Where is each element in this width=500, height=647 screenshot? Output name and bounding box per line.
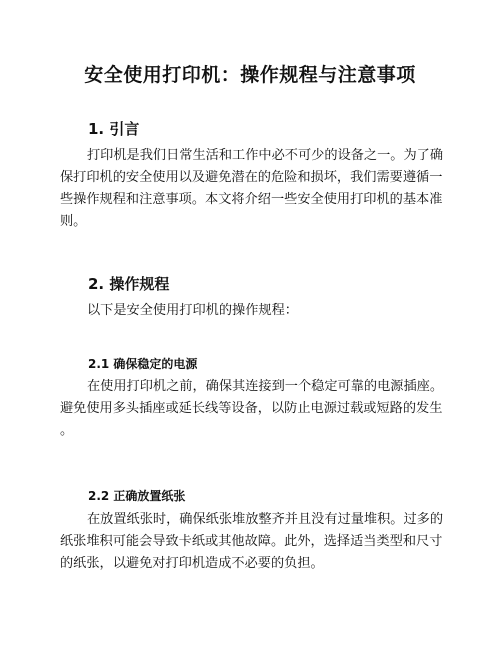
paragraph-line: 。 (60, 423, 74, 438)
paragraph-line: 些操作规程和注意事项。本文将介绍一些安全使用打印机的基本准 (60, 192, 443, 207)
paragraph-line: 打印机是我们日常生活和工作中必不可少的设备之一。为了确 (87, 148, 444, 163)
paragraph-line: 的纸张，以避免对打印机造成不必要的负担。 (60, 556, 324, 571)
paper-paragraph (60, 509, 444, 575)
introduction-paragraph (60, 145, 444, 233)
paragraph-line: 保打印机的安全使用以及避免潜在的危险和损坏，我们需要遵循一 (60, 170, 443, 185)
paragraph-line: 在放置纸张时，确保纸张堆放整齐并且没有过量堆积。过多的 (87, 512, 444, 527)
paragraph-line: 纸张堆积可能会导致卡纸或其他故障。此外，选择适当类型和尺寸 (60, 534, 443, 549)
power-paragraph (60, 376, 444, 442)
paragraph-line: 以下是安全使用打印机的操作规程： (87, 303, 298, 318)
subsection-heading-paper: 2.2 正确放置纸张 (88, 489, 186, 503)
section-heading-introduction: 1. 引言 (88, 120, 140, 138)
section-heading-procedures: 2. 操作规程 (88, 275, 170, 293)
paragraph-line: 在使用打印机之前，确保其连接到一个稳定可靠的电源插座。 (87, 379, 444, 394)
subsection-heading-power: 2.1 确保稳定的电源 (88, 357, 198, 371)
procedures-intro (60, 300, 444, 322)
paragraph-line: 避免使用多头插座或延长线等设备，以防止电源过载或短路的发生 (60, 401, 443, 416)
paragraph-line: 则。 (60, 214, 87, 229)
document-title: 安全使用打印机：操作规程与注意事项 (84, 64, 416, 86)
